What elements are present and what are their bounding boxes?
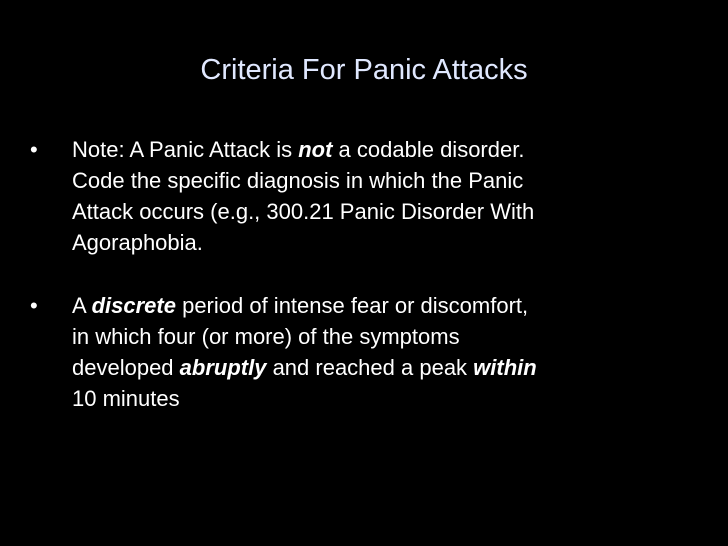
bullet-2-line-1 bbox=[72, 290, 680, 321]
bullet-2-line-3 bbox=[72, 352, 680, 383]
bullet-2-line-1-text-a: A bbox=[72, 293, 92, 318]
bullet-2-line-4: 10 minutes bbox=[72, 386, 180, 411]
bullet-2-emphasis-within: within bbox=[473, 355, 537, 380]
bullet-1-line-1-text-a: Note: A Panic Attack is bbox=[72, 137, 299, 162]
slide-title: Criteria For Panic Attacks bbox=[200, 54, 528, 86]
bullet-2-line-1-text-b: period of intense fear or discomfort, bbox=[175, 293, 529, 318]
bullet-list bbox=[30, 134, 680, 414]
bullet-2-emphasis-discrete: discrete bbox=[91, 293, 176, 318]
bullet-item-discrete-period bbox=[30, 290, 680, 414]
bullet-2-emphasis-abruptly: abruptly bbox=[179, 355, 267, 380]
bullet-1-line-4: Agoraphobia. bbox=[72, 230, 203, 255]
bullet-1-line-2: Code the specific diagnosis in which the Panic bbox=[72, 168, 524, 193]
bullet-1-line-3: Attack occurs (e.g., 300.21 Panic Disorder With bbox=[72, 199, 535, 224]
bullet-2-line-3-text-a: developed bbox=[72, 355, 180, 380]
bullet-icon: • bbox=[30, 293, 38, 318]
bullet-1-line-1-text-b: a codable disorder. bbox=[332, 137, 525, 162]
bullet-icon: • bbox=[30, 137, 38, 162]
bullet-1-emphasis-not: not bbox=[298, 137, 333, 162]
bullet-2-line-3-text-b: and reached a peak bbox=[266, 355, 474, 380]
bullet-item-panic-attack-note bbox=[30, 134, 680, 258]
bullet-1-line-1 bbox=[72, 134, 680, 165]
bullet-2-line-2: in which four (or more) of the symptoms bbox=[72, 324, 460, 349]
